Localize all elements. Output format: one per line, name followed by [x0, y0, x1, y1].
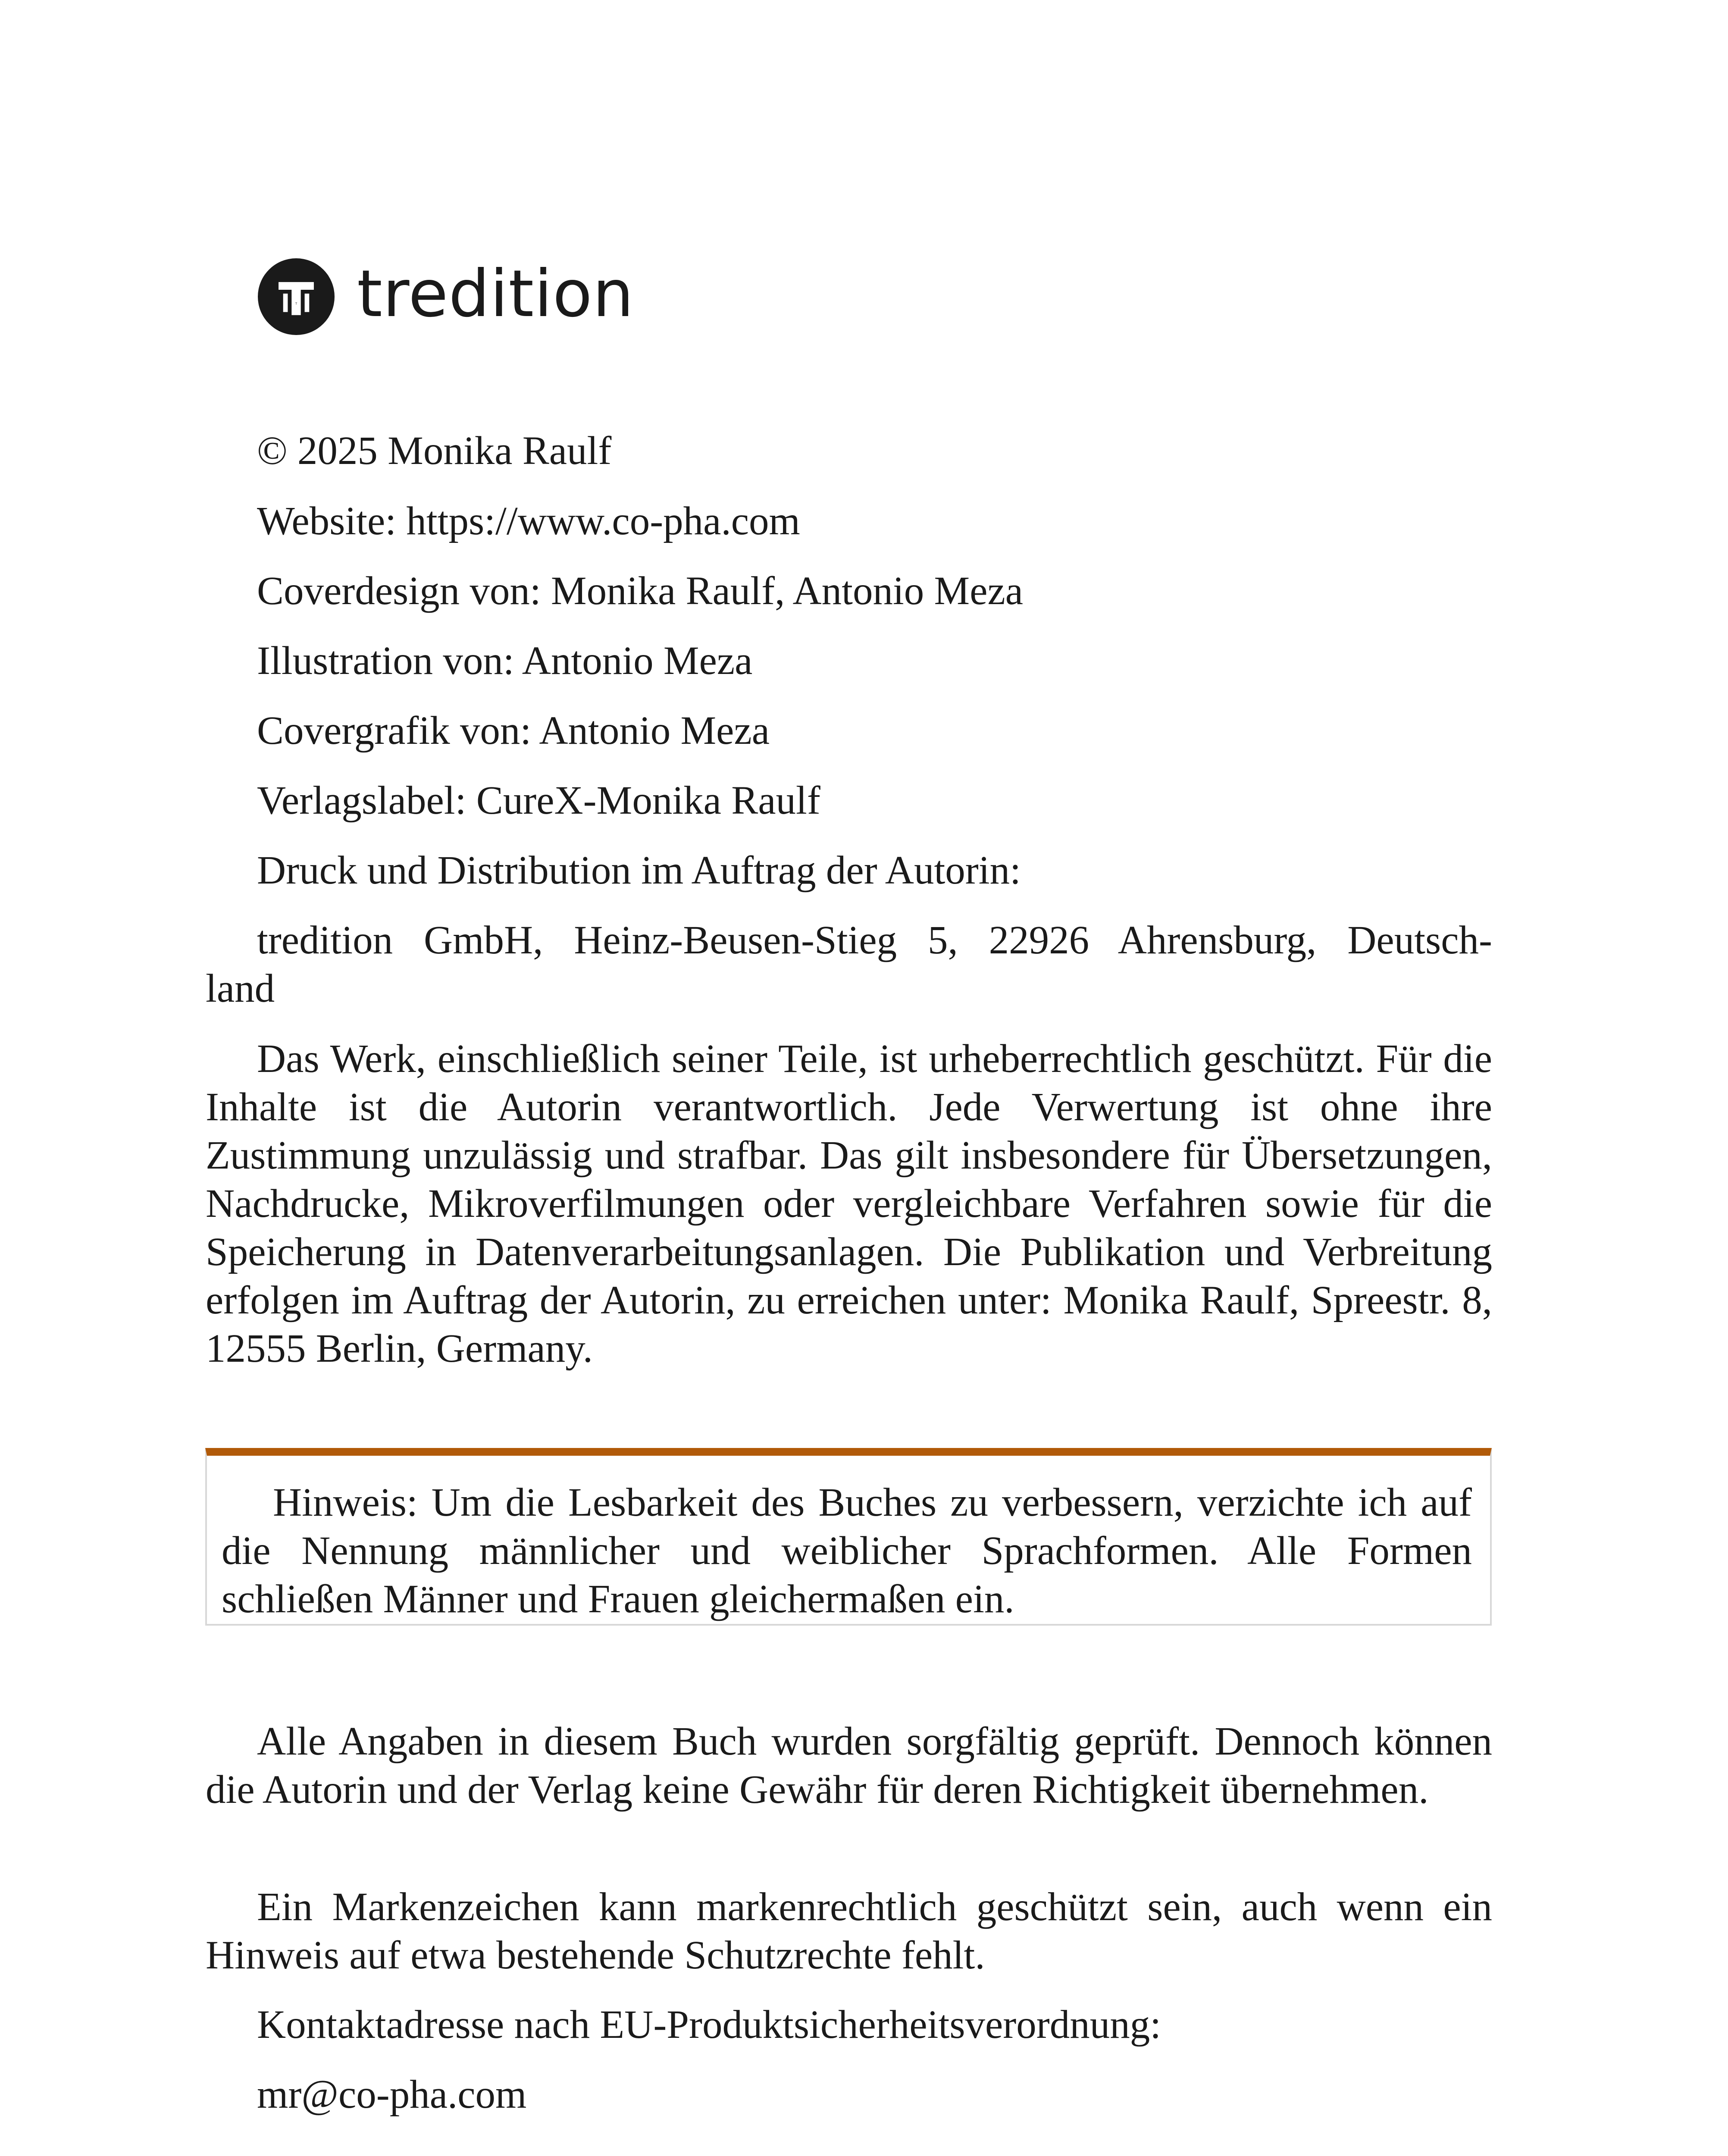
trademark-text: Ein Markenzeichen kann markenrechtlich geschützt sein, auch wenn ein Hinweis auf etwa bestehende Schutzrechte fehlt. [206, 1885, 1492, 1977]
publisher-logo [258, 258, 634, 335]
website-line: Website: https://www.co-pha.com [257, 499, 800, 543]
tredition-address-line: tredition GmbH, Heinz-Beusen-Stieg 5, 22926 Ahrensburg, Deutsch- [257, 918, 1492, 962]
covergrafik-line: Covergrafik von: Antonio Meza [257, 708, 770, 753]
contact-label: Kontaktadresse nach EU-Produktsicherheitsverordnung: [257, 2002, 1161, 2047]
notice-box [205, 1448, 1492, 1626]
copyright-paragraph-text: Das Werk, einschließlich seiner Teile, ist urheberrechtlich geschützt. Für die Inhalte ist die Autorin verantwortlich. Jede Verwertung ist ohne ihre Zustimmung unzulässig und strafbar. Das gilt insbesondere für Übersetzungen, Nachdrucke, Mikroverfilmungen oder vergleichbare Verfahren sowie für die Speicherung in Datenverarbeitungsanlagen. Die Publikation und Verbreitung erfolgen im Auftrag der Autorin, zu erreichen unter: Monika Raulf, Spreestr. 8, 12555 Berlin, Germany. [206, 1037, 1492, 1371]
tredition-logo-icon [258, 258, 335, 335]
tredition-address-line-2: land [206, 966, 275, 1011]
logo-glyph: T [295, 301, 297, 305]
illustration-line: Illustration von: Antonio Meza [257, 639, 753, 683]
publisher-wordmark: tredition [357, 257, 634, 332]
accuracy-text: Alle Angaben in diesem Buch wurden sorgfältig geprüft. Dennoch können die Autorin und der Verlag keine Gewähr für deren Richtigkeit übernehmen. [206, 1719, 1492, 1812]
contact-email: mr@co-pha.com [257, 2072, 527, 2117]
coverdesign-line: Coverdesign von: Monika Raulf, Antonio Meza [257, 569, 1024, 613]
accuracy-paragraph [206, 1717, 1492, 1814]
copyright-paragraph [206, 1035, 1492, 1373]
druck-line: Druck und Distribution im Auftrag der Autorin: [257, 848, 1021, 893]
copyright-line: © 2025 Monika Raulf [257, 429, 612, 473]
notice-text: Hinweis: Um die Lesbarkeit des Buches zu verbessern, verzichte ich auf die Nennung männlicher und weiblicher Sprachformen. Alle Formen schließen Männer und Frauen gleichermaßen ein. [222, 1480, 1472, 1621]
trademark-paragraph [206, 1883, 1492, 1980]
verlagslabel-line: Verlagslabel: CureX-Monika Raulf [257, 778, 820, 823]
